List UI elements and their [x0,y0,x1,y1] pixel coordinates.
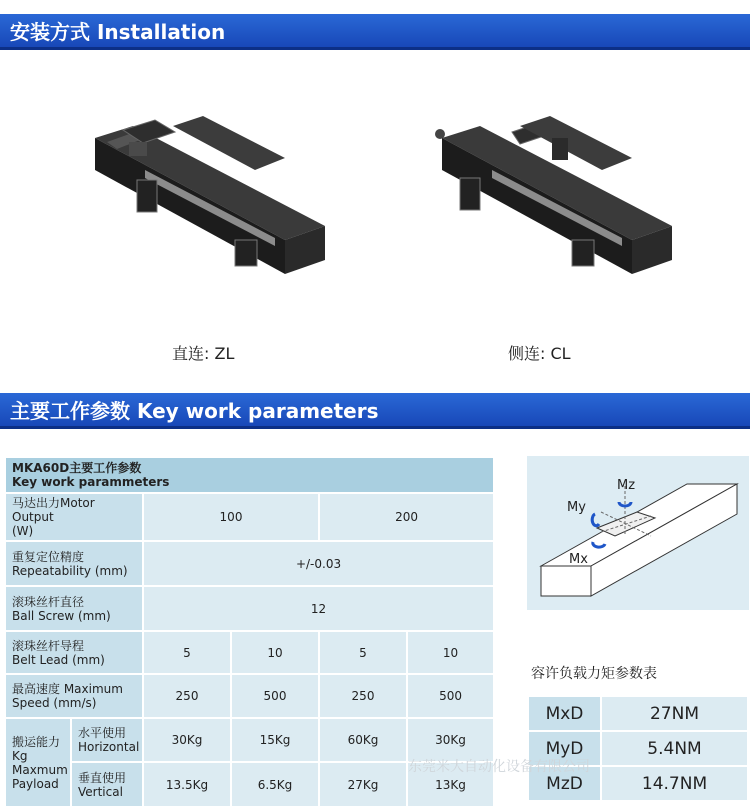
cl-caption: 侧连: CL [508,344,571,363]
watermark: 东莞米大自动化设备有限公司 [408,759,590,775]
cell-value: 500 [231,674,319,718]
moment-key: MzD [528,766,601,801]
cell-value: +/-0.03 [143,541,494,586]
cell-value: 200 [319,493,494,541]
table-row [5,541,494,586]
cell-value: 10 [231,631,319,674]
row-label [5,541,143,586]
row-label-cn: 滚珠丝杆直径 [12,594,85,609]
zl-actuator-image [85,108,335,283]
row-label [5,493,143,541]
cell-value: 500 [407,674,494,718]
moment-table [527,695,749,802]
row-label-cn: 滚珠丝杆导程 [12,638,85,653]
moment-value: 5.4NM [601,731,748,766]
row-label-en: Vertical [78,784,123,799]
zl-caption: 直连: ZL [172,344,235,363]
moment-diagram [527,456,749,610]
payload-label-en2: Payload [12,776,59,791]
row-label-en: Ball Screw (mm) [12,608,111,623]
cell-value: 250 [319,674,407,718]
cell-value: 60Kg [319,718,407,762]
table-header [5,457,494,493]
row-label-cn: 马达出力Motor Output [12,496,95,524]
row-label [71,762,143,807]
row-label [5,586,143,631]
row-label-en: Repeatability (mm) [12,563,128,578]
row-label-cn: 最高速度 Maximum [12,682,123,696]
row-label-cn: 重复定位精度 [12,549,85,564]
moment-table-title: 容许负载力矩参数表 [531,666,657,682]
mz-label: Mz [617,478,636,493]
payload-label [5,718,71,807]
moment-key: MxD [528,696,601,731]
cell-value: 30Kg [143,718,231,762]
mx-label: Mx [569,552,588,567]
parameters-banner: 主要工作参数 Key work parameters [0,393,750,429]
table-row [5,493,494,541]
row-label-en: Belt Lead (mm) [12,652,105,667]
row-label-en: Speed (mm/s) [12,696,97,710]
row-label-cn: 水平使用 [78,726,127,740]
cell-value: 250 [143,674,231,718]
table-row [5,586,494,631]
my-label: My [567,500,586,515]
cell-value: 27Kg [319,762,407,807]
cell-value: 13.5Kg [143,762,231,807]
table-row [5,631,494,674]
cell-value: 10 [407,631,494,674]
row-label [71,718,143,762]
row-label-en: (W) [12,524,34,538]
cell-value: 13Kg [407,762,494,807]
cell-value: 30Kg [407,718,494,762]
cell-value: 15Kg [231,718,319,762]
table-row [5,674,494,718]
moment-value: 27NM [601,696,748,731]
cell-value: 100 [143,493,319,541]
row-label [5,631,143,674]
payload-label-cn: 搬运能力Kg [12,734,61,763]
cl-actuator-image [432,108,682,283]
table-row [528,696,748,731]
installation-banner: 安装方式 Installation [0,14,750,50]
payload-label-en1: Maxmum [12,762,68,777]
row-label [5,674,143,718]
moment-key: MyD [528,731,601,766]
table-header-en: Key work parammeters [12,475,170,489]
row-label-en: Horizontal [78,740,140,754]
moment-diagram-drawing [527,456,749,610]
cell-value: 5 [143,631,231,674]
cell-value: 6.5Kg [231,762,319,807]
row-label-cn: 垂直使用 [78,770,127,785]
cell-value: 5 [319,631,407,674]
table-header-cn: MKA60D主要工作参数 [12,461,142,475]
cell-value: 12 [143,586,494,631]
moment-value: 14.7NM [601,766,748,801]
